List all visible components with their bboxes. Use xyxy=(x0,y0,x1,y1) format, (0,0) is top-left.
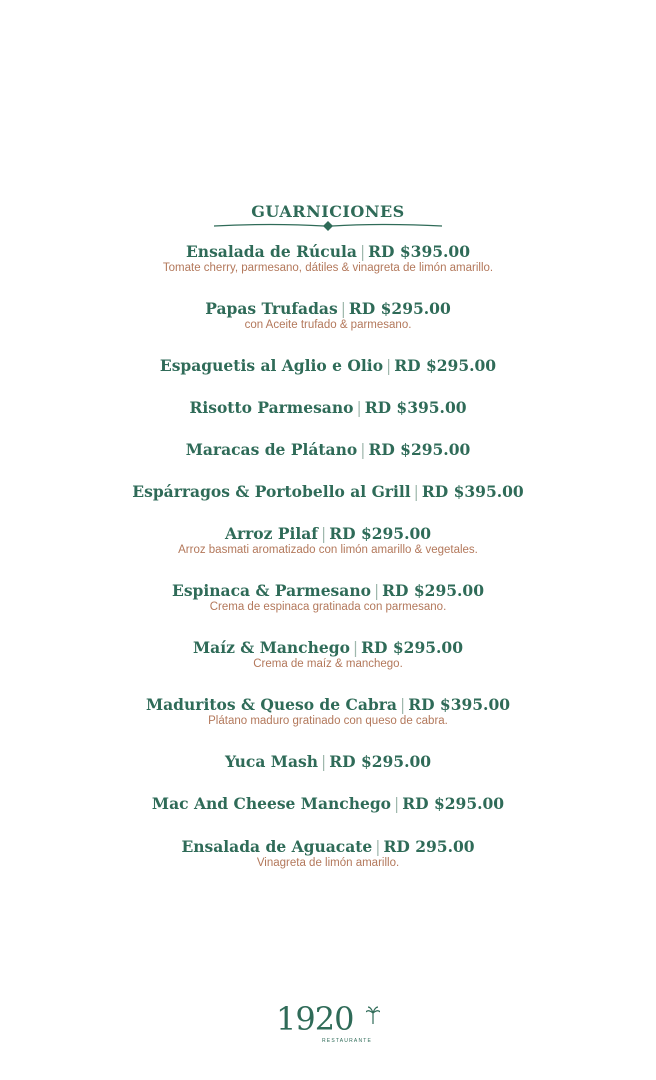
price-separator: | xyxy=(373,582,380,600)
menu-item-line xyxy=(0,357,656,375)
menu-section xyxy=(0,198,656,238)
menu-item-price: RD $295.00 xyxy=(382,581,484,600)
palm-icon xyxy=(366,1006,380,1024)
menu-item xyxy=(0,243,656,275)
menu-item-name: Mac And Cheese Manchego xyxy=(151,794,392,813)
menu-item-price: RD $395.00 xyxy=(368,242,470,261)
menu-item-name: Espárragos & Portobello al Grill xyxy=(132,482,411,501)
price-separator: | xyxy=(340,300,346,318)
menu-item-description: Vinagreta de limón amarillo. xyxy=(256,857,400,869)
section-title: GUARNICIONES xyxy=(251,202,405,221)
menu-item-description: Crema de maíz & manchego. xyxy=(253,658,403,670)
menu-item-price: RD 295.00 xyxy=(383,837,475,856)
menu-item-line xyxy=(0,300,656,318)
menu-item-name: Maduritos & Queso de Cabra xyxy=(145,695,397,714)
menu-item-price: RD $395.00 xyxy=(421,482,524,501)
menu-item-name: Espinaca & Parmesano xyxy=(172,581,371,600)
menu-item-name: Papas Trufadas xyxy=(205,299,338,318)
menu-item-line xyxy=(0,483,656,501)
price-separator: | xyxy=(360,441,366,459)
menu-item-line xyxy=(0,753,656,771)
menu-item xyxy=(0,753,656,771)
menu-item-price: RD $395.00 xyxy=(408,695,511,714)
menu-item-line xyxy=(0,795,656,813)
menu-item xyxy=(0,838,656,870)
price-separator: | xyxy=(320,525,327,543)
menu-item xyxy=(0,357,656,375)
ornament-divider xyxy=(212,220,444,232)
price-separator: | xyxy=(352,639,359,657)
menu-item-line xyxy=(0,243,656,261)
price-separator: | xyxy=(375,838,381,856)
menu-item-line xyxy=(0,441,656,459)
menu-item-line xyxy=(0,696,656,714)
menu-item xyxy=(0,582,656,614)
menu-item xyxy=(0,300,656,332)
menu-item-price: RD $395.00 xyxy=(364,398,467,417)
menu-item-line xyxy=(0,582,656,600)
price-separator: | xyxy=(356,399,362,417)
menu-item xyxy=(0,399,656,417)
menu-item xyxy=(0,525,656,557)
menu-item-line xyxy=(0,639,656,657)
menu-item-line xyxy=(0,838,656,856)
menu-item-name: Ensalada de Aguacate xyxy=(181,837,373,856)
menu-item-price: RD $295.00 xyxy=(348,299,451,318)
menu-item-name: Maíz & Manchego xyxy=(193,638,350,657)
menu-item-name: Arroz Pilaf xyxy=(224,524,318,543)
menu-item-name: Ensalada de Rúcula xyxy=(185,242,357,261)
menu-item xyxy=(0,639,656,671)
menu-item-name: Espaguetis al Aglio e Olio xyxy=(159,356,384,375)
menu-item xyxy=(0,696,656,728)
price-separator: | xyxy=(386,357,392,375)
menu-item-price: RD $295.00 xyxy=(394,356,497,375)
menu-item xyxy=(0,795,656,813)
menu-item-price: RD $295.00 xyxy=(361,638,463,657)
menu-item-description: Crema de espinaca gratinada con parmesano. xyxy=(209,601,447,613)
logo-subtitle: RESTAURANTE xyxy=(322,1038,373,1044)
menu-item xyxy=(0,441,656,459)
restaurant-logo xyxy=(276,1000,380,1052)
menu-item-price: RD $295.00 xyxy=(402,794,505,813)
menu-item-description: Arroz basmati aromatizado con limón amarillo & vegetales. xyxy=(178,544,478,556)
menu-item-description: Plátano maduro gratinado con queso de cabra. xyxy=(208,715,448,727)
menu-item-line xyxy=(0,525,656,543)
menu-item-description: Tomate cherry, parmesano, dátiles & vinagreta de limón amarillo. xyxy=(162,262,494,274)
logo-number: 1920 xyxy=(276,1000,354,1038)
menu-item-name: Risotto Parmesano xyxy=(189,398,354,417)
menu-item-line xyxy=(0,399,656,417)
menu-item xyxy=(0,483,656,501)
price-separator: | xyxy=(321,753,327,771)
price-separator: | xyxy=(413,483,419,501)
menu-item-name: Yuca Mash xyxy=(224,752,318,771)
menu-item-name: Maracas de Plátano xyxy=(185,440,358,459)
menu-item-price: RD $295.00 xyxy=(368,440,471,459)
section-header xyxy=(0,198,656,238)
menu-item-price: RD $295.00 xyxy=(329,524,432,543)
price-separator: | xyxy=(394,795,400,813)
menu-item-price: RD $295.00 xyxy=(329,752,432,771)
menu-item-description: con Aceite trufado & parmesano. xyxy=(244,319,412,331)
price-separator: | xyxy=(359,243,366,261)
price-separator: | xyxy=(399,696,406,714)
